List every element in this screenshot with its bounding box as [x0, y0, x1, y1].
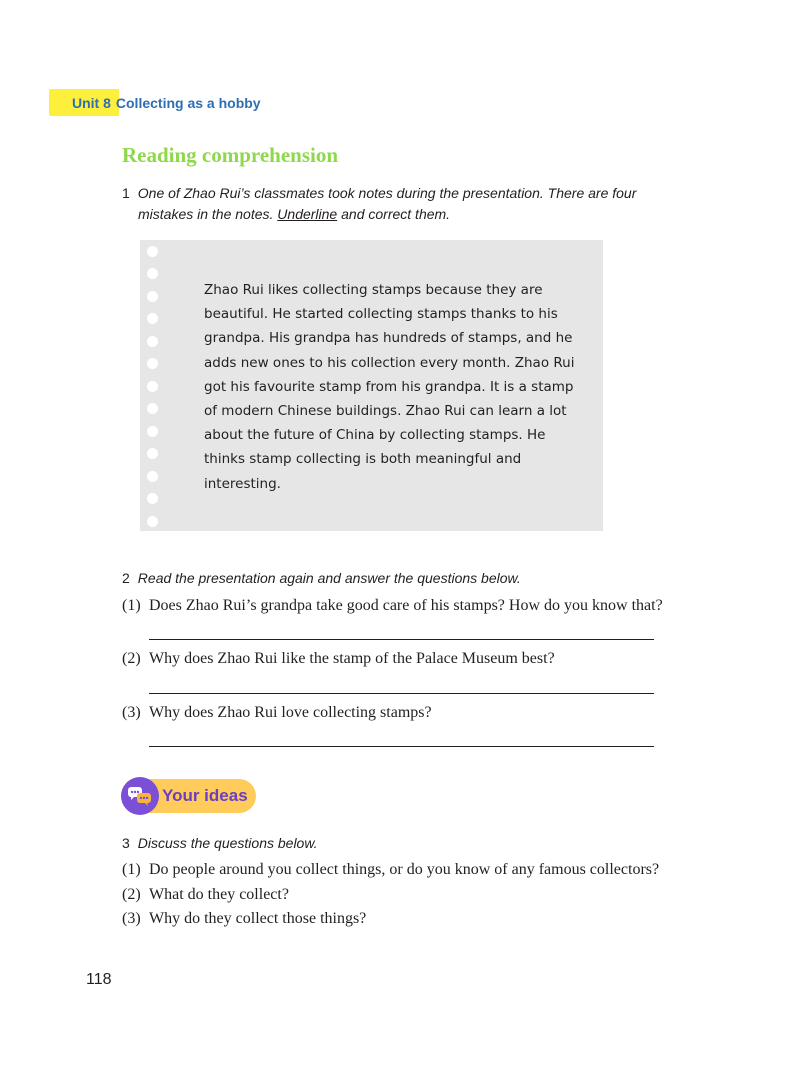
question-text: What do they collect?: [149, 886, 289, 903]
question-1: [122, 597, 663, 615]
answer-line-1[interactable]: [149, 639, 654, 640]
question-number: (1): [122, 861, 141, 878]
question-number: (3): [122, 910, 141, 927]
exercise1-instruction-part1: One of Zhao Rui’s classmates took notes during the presentation. There are four mistakes in the notes.: [137, 185, 637, 222]
discuss-question-3: [122, 910, 366, 928]
notebook-hole: [147, 358, 158, 369]
notebook-hole: [147, 448, 158, 459]
question-text: Why does Zhao Rui like the stamp of the Palace Museum best?: [149, 650, 555, 667]
notebook-hole: [147, 336, 158, 347]
exercise2-instruction-text: Read the presentation again and answer the questions below.: [137, 570, 521, 586]
exercise3-number: 3: [122, 835, 130, 851]
notes-text: Zhao Rui likes collecting stamps because they are beautiful. He started collecting stamps thanks to his grandpa. His grandpa has hundreds of stamps, and he adds new ones to his collection every month. Zhao Rui got his favourite stamp from his grandpa. It is a stamp of modern Chinese buildings. Zhao Rui can learn a lot about the future of China by collecting stamps. He thinks stamp collecting is both meaningful and interesting.: [204, 282, 575, 492]
notebook-hole: [147, 426, 158, 437]
notebook-hole: [147, 381, 158, 392]
exercise2-number: 2: [122, 570, 130, 586]
notebook-hole: [147, 516, 158, 527]
unit-header: [49, 89, 269, 116]
exercise1-number: 1: [122, 185, 130, 201]
exercise1-instruction-underlined: Underline: [277, 206, 338, 222]
question-text: Do people around you collect things, or do you know of any famous collectors?: [149, 861, 660, 878]
your-ideas-label: Your ideas: [162, 786, 248, 805]
notebook-hole: [147, 291, 158, 302]
question-text: Does Zhao Rui’s grandpa take good care of his stamps? How do you know that?: [149, 597, 663, 614]
question-number: (2): [122, 886, 141, 903]
answer-line-3[interactable]: [149, 746, 654, 747]
notebook-hole: [147, 246, 158, 257]
notebook-hole: [147, 313, 158, 324]
section-heading: Reading comprehension: [122, 143, 339, 167]
question-number: (2): [122, 650, 141, 667]
discuss-question-2: [122, 886, 289, 904]
question-number: (3): [122, 704, 141, 721]
notebook-hole: [147, 493, 158, 504]
exercise3-instruction-text: Discuss the questions below.: [137, 835, 318, 851]
unit-number: Unit 8: [72, 94, 111, 111]
page-number: 118: [86, 971, 112, 988]
notebook-hole: [147, 471, 158, 482]
question-text: Why do they collect those things?: [149, 910, 367, 927]
unit-title: Collecting as a hobby: [115, 94, 261, 111]
speech-bubbles-icon: [121, 777, 159, 815]
notes-box: [140, 240, 603, 531]
discuss-question-1: [122, 861, 659, 879]
notebook-hole: [147, 403, 158, 414]
notebook-hole: [147, 268, 158, 279]
question-3: [122, 704, 432, 722]
question-2: [122, 650, 555, 668]
answer-line-2[interactable]: [149, 693, 654, 694]
question-number: (1): [122, 597, 141, 614]
exercise1-instruction-part2: and correct them.: [337, 206, 451, 222]
exercise3-instruction: [122, 833, 318, 854]
exercise2-instruction: [122, 568, 521, 589]
question-text: Why does Zhao Rui love collecting stamps?: [149, 704, 432, 721]
your-ideas-badge: [121, 779, 256, 813]
exercise1-instruction: [122, 183, 648, 225]
